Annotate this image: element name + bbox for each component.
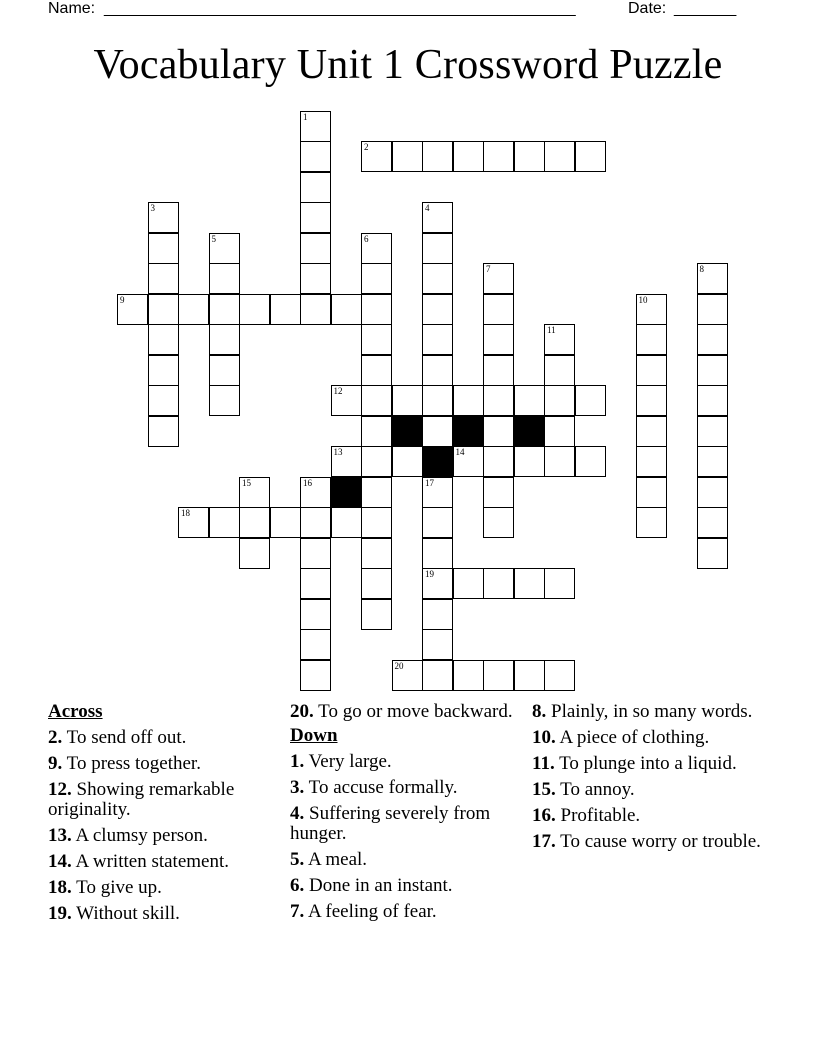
clue-number: 16.	[532, 805, 556, 826]
clue-text: Suffering severely from hunger.	[290, 803, 491, 844]
answer-cell[interactable]	[361, 568, 392, 599]
answer-cell[interactable]	[636, 446, 667, 477]
answer-cell[interactable]	[300, 599, 331, 630]
clue-text: To cause worry or trouble.	[560, 831, 761, 852]
down-heading: Down	[290, 725, 338, 746]
clue-down-8	[532, 702, 772, 722]
answer-cell[interactable]	[514, 660, 545, 691]
answer-cell[interactable]	[300, 660, 331, 691]
answer-cell[interactable]	[422, 233, 453, 264]
cell-number: 16	[303, 477, 312, 488]
answer-cell[interactable]	[300, 141, 331, 172]
answer-cell[interactable]	[483, 660, 514, 691]
answer-cell[interactable]	[575, 141, 606, 172]
numbered-cell-17[interactable]	[422, 477, 453, 508]
answer-cell[interactable]	[483, 507, 514, 538]
black-square	[392, 416, 423, 447]
cell-number: 1	[303, 111, 308, 122]
numbered-cell-4[interactable]	[422, 202, 453, 233]
answer-cell[interactable]	[514, 446, 545, 477]
clue-text: Very large.	[308, 751, 392, 772]
clue-down-5	[290, 850, 520, 870]
clue-column-3	[532, 702, 772, 858]
answer-cell[interactable]	[331, 294, 362, 325]
numbered-cell-19[interactable]	[422, 568, 453, 599]
numbered-cell-6[interactable]	[361, 233, 392, 264]
answer-cell[interactable]	[148, 263, 179, 294]
answer-cell[interactable]	[300, 233, 331, 264]
answer-cell[interactable]	[697, 385, 728, 416]
clue-number: 9.	[48, 753, 63, 774]
answer-cell[interactable]	[422, 416, 453, 447]
answer-cell[interactable]	[361, 446, 392, 477]
numbered-cell-18[interactable]	[178, 507, 209, 538]
clue-across-20	[290, 702, 520, 722]
clue-text: A written statement.	[75, 851, 230, 872]
clue-column-2	[290, 702, 520, 928]
clue-number: 3.	[290, 777, 305, 798]
across-heading: Across	[48, 701, 103, 722]
answer-cell[interactable]	[209, 294, 240, 325]
cell-number: 18	[181, 508, 190, 518]
answer-cell[interactable]	[209, 263, 240, 294]
clue-number: 2.	[48, 727, 63, 748]
clue-text: To give up.	[76, 877, 162, 898]
answer-cell[interactable]	[697, 324, 728, 355]
clue-down-6	[290, 876, 520, 896]
answer-cell[interactable]	[453, 385, 484, 416]
answer-cell[interactable]	[209, 355, 240, 386]
answer-cell[interactable]	[422, 538, 453, 569]
clue-number: 18.	[48, 877, 72, 898]
answer-cell[interactable]	[148, 324, 179, 355]
numbered-cell-11[interactable]	[544, 324, 575, 355]
clue-down-11	[532, 754, 772, 774]
answer-cell[interactable]	[483, 324, 514, 355]
answer-cell[interactable]	[483, 385, 514, 416]
numbered-cell-15[interactable]	[239, 477, 270, 508]
answer-cell[interactable]	[300, 538, 331, 569]
answer-cell[interactable]	[697, 446, 728, 477]
answer-cell[interactable]	[270, 294, 301, 325]
cell-number: 8	[699, 264, 704, 274]
answer-cell[interactable]	[300, 263, 331, 294]
cell-number: 7	[486, 264, 491, 274]
black-square	[422, 446, 453, 477]
answer-cell[interactable]	[453, 568, 484, 599]
clue-down-7	[290, 902, 520, 922]
answer-cell[interactable]	[422, 141, 453, 172]
clue-text: Showing remarkable originality.	[48, 779, 235, 820]
clue-number: 6.	[290, 875, 305, 896]
clue-number: 1.	[290, 751, 305, 772]
cell-number: 11	[547, 325, 556, 335]
numbered-cell-8[interactable]	[697, 263, 728, 294]
cell-number: 5	[211, 233, 216, 244]
answer-cell[interactable]	[544, 446, 575, 477]
answer-cell[interactable]	[453, 660, 484, 691]
cell-number: 19	[425, 569, 434, 579]
page-title: Vocabulary Unit 1 Crossword Puzzle	[93, 42, 723, 88]
answer-cell[interactable]	[636, 355, 667, 386]
answer-cell[interactable]	[697, 507, 728, 538]
answer-cell[interactable]	[300, 629, 331, 660]
black-square	[514, 416, 545, 447]
clue-number: 14.	[48, 851, 72, 872]
name-label: Name:	[48, 0, 96, 17]
numbered-cell-10[interactable]	[636, 294, 667, 325]
answer-cell[interactable]	[575, 446, 606, 477]
cell-number: 6	[364, 233, 369, 244]
answer-cell[interactable]	[300, 507, 331, 538]
cell-number: 10	[638, 294, 648, 305]
answer-cell[interactable]	[544, 141, 575, 172]
numbered-cell-5[interactable]	[209, 233, 240, 264]
answer-cell[interactable]	[544, 385, 575, 416]
clue-text: To annoy.	[560, 779, 635, 800]
clue-text: A feeling of fear.	[307, 901, 437, 922]
answer-cell[interactable]	[697, 355, 728, 386]
answer-cell[interactable]	[361, 294, 392, 325]
numbered-cell-2[interactable]	[361, 141, 392, 172]
clue-text: A meal.	[307, 849, 368, 870]
numbered-cell-1[interactable]	[300, 111, 331, 142]
clue-number: 20.	[290, 701, 314, 722]
answer-cell[interactable]	[422, 355, 453, 386]
answer-cell[interactable]	[422, 599, 453, 630]
clue-down-16	[532, 806, 772, 826]
numbered-cell-14[interactable]	[453, 446, 484, 477]
date-label: Date:	[628, 0, 667, 17]
clue-down-10	[532, 728, 772, 748]
clue-across-13	[48, 826, 278, 846]
clue-number: 15.	[532, 779, 556, 800]
clue-text: A piece of clothing.	[559, 727, 710, 748]
clue-down-17	[532, 832, 772, 852]
answer-cell[interactable]	[300, 172, 331, 203]
answer-cell[interactable]	[544, 355, 575, 386]
cell-number: 12	[333, 386, 343, 396]
cell-number: 17	[425, 477, 434, 488]
answer-cell[interactable]	[148, 385, 179, 416]
answer-cell[interactable]	[361, 263, 392, 294]
answer-cell[interactable]	[514, 141, 545, 172]
answer-cell[interactable]	[209, 507, 240, 538]
answer-cell[interactable]	[361, 385, 392, 416]
answer-cell[interactable]	[483, 355, 514, 386]
cell-number: 4	[425, 203, 430, 213]
answer-cell[interactable]	[361, 538, 392, 569]
clue-number: 4.	[290, 803, 305, 824]
clue-number: 19.	[48, 903, 72, 924]
black-square	[453, 416, 484, 447]
clue-column-1	[48, 702, 278, 930]
cell-number: 2	[364, 142, 369, 152]
clue-text: To press together.	[66, 753, 201, 774]
clue-text: To plunge into a liquid.	[559, 753, 737, 774]
answer-cell[interactable]	[148, 294, 179, 325]
answer-cell[interactable]	[422, 294, 453, 325]
date-blank[interactable]: _______	[674, 0, 737, 17]
answer-cell[interactable]	[544, 660, 575, 691]
clue-text: To send off out.	[66, 727, 187, 748]
answer-cell[interactable]	[544, 416, 575, 447]
answer-cell[interactable]	[636, 385, 667, 416]
clue-across-19	[48, 904, 278, 924]
clue-down-1	[290, 752, 520, 772]
answer-cell[interactable]	[636, 324, 667, 355]
answer-cell[interactable]	[483, 141, 514, 172]
clue-number: 13.	[48, 825, 72, 846]
answer-cell[interactable]	[392, 141, 423, 172]
clue-across-14	[48, 852, 278, 872]
answer-cell[interactable]	[636, 416, 667, 447]
answer-cell[interactable]	[422, 385, 453, 416]
cell-number: 13	[333, 447, 343, 457]
answer-cell[interactable]	[270, 507, 301, 538]
clue-text: To go or move backward.	[318, 701, 513, 722]
numbered-cell-13[interactable]	[331, 446, 362, 477]
cell-number: 14	[455, 447, 465, 457]
answer-cell[interactable]	[148, 416, 179, 447]
answer-cell[interactable]	[483, 294, 514, 325]
answer-cell[interactable]	[483, 416, 514, 447]
clue-across-2	[48, 728, 278, 748]
answer-cell[interactable]	[483, 446, 514, 477]
clue-number: 8.	[532, 701, 547, 722]
answer-cell[interactable]	[239, 507, 270, 538]
answer-cell[interactable]	[422, 324, 453, 355]
clue-number: 10.	[532, 727, 556, 748]
name-blank[interactable]: _____________________________________________________	[104, 0, 576, 17]
answer-cell[interactable]	[300, 202, 331, 233]
cell-number: 15	[242, 477, 251, 488]
answer-cell[interactable]	[361, 355, 392, 386]
answer-cell[interactable]	[361, 324, 392, 355]
clue-number: 7.	[290, 901, 305, 922]
clue-number: 11.	[532, 753, 555, 774]
clue-down-15	[532, 780, 772, 800]
clue-number: 17.	[532, 831, 556, 852]
answer-cell[interactable]	[636, 507, 667, 538]
clue-across-12	[48, 780, 278, 820]
answer-cell[interactable]	[392, 446, 423, 477]
clue-text: Without skill.	[76, 903, 180, 924]
numbered-cell-20[interactable]	[392, 660, 423, 691]
answer-cell[interactable]	[697, 294, 728, 325]
answer-cell[interactable]	[697, 477, 728, 508]
answer-cell[interactable]	[514, 385, 545, 416]
black-square	[331, 477, 362, 508]
answer-cell[interactable]	[300, 568, 331, 599]
answer-cell[interactable]	[697, 416, 728, 447]
answer-cell[interactable]	[178, 294, 209, 325]
answer-cell[interactable]	[209, 385, 240, 416]
clue-number: 5.	[290, 849, 305, 870]
clue-across-18	[48, 878, 278, 898]
answer-cell[interactable]	[422, 507, 453, 538]
numbered-cell-9[interactable]	[117, 294, 148, 325]
answer-cell[interactable]	[422, 629, 453, 660]
answer-cell[interactable]	[422, 263, 453, 294]
cell-number: 3	[150, 203, 155, 213]
cell-number: 20	[394, 660, 404, 671]
answer-cell[interactable]	[209, 324, 240, 355]
clue-down-3	[290, 778, 520, 798]
clue-across-9	[48, 754, 278, 774]
numbered-cell-16[interactable]	[300, 477, 331, 508]
answer-cell[interactable]	[697, 538, 728, 569]
answer-cell[interactable]	[361, 477, 392, 508]
numbered-cell-12[interactable]	[331, 385, 362, 416]
answer-cell[interactable]	[361, 507, 392, 538]
answer-cell[interactable]	[483, 568, 514, 599]
clue-text: Profitable.	[560, 805, 641, 826]
clue-number: 12.	[48, 779, 72, 800]
answer-cell[interactable]	[331, 507, 362, 538]
clue-down-4	[290, 804, 520, 844]
answer-cell[interactable]	[422, 660, 453, 691]
answer-cell[interactable]	[148, 355, 179, 386]
answer-cell[interactable]	[361, 416, 392, 447]
answer-cell[interactable]	[392, 385, 423, 416]
numbered-cell-7[interactable]	[483, 263, 514, 294]
clue-text: Done in an instant.	[309, 875, 453, 896]
answer-cell[interactable]	[514, 568, 545, 599]
answer-cell[interactable]	[148, 233, 179, 264]
clue-text: A clumsy person.	[75, 825, 208, 846]
answer-cell[interactable]	[239, 294, 270, 325]
cell-number: 9	[120, 294, 125, 305]
answer-cell[interactable]	[575, 385, 606, 416]
answer-cell[interactable]	[300, 294, 331, 325]
answer-cell[interactable]	[239, 538, 270, 569]
answer-cell[interactable]	[483, 477, 514, 508]
answer-cell[interactable]	[544, 568, 575, 599]
answer-cell[interactable]	[636, 477, 667, 508]
answer-cell[interactable]	[361, 599, 392, 630]
numbered-cell-3[interactable]	[148, 202, 179, 233]
answer-cell[interactable]	[453, 141, 484, 172]
clue-text: Plainly, in so many words.	[551, 701, 753, 722]
clue-text: To accuse formally.	[308, 777, 458, 798]
